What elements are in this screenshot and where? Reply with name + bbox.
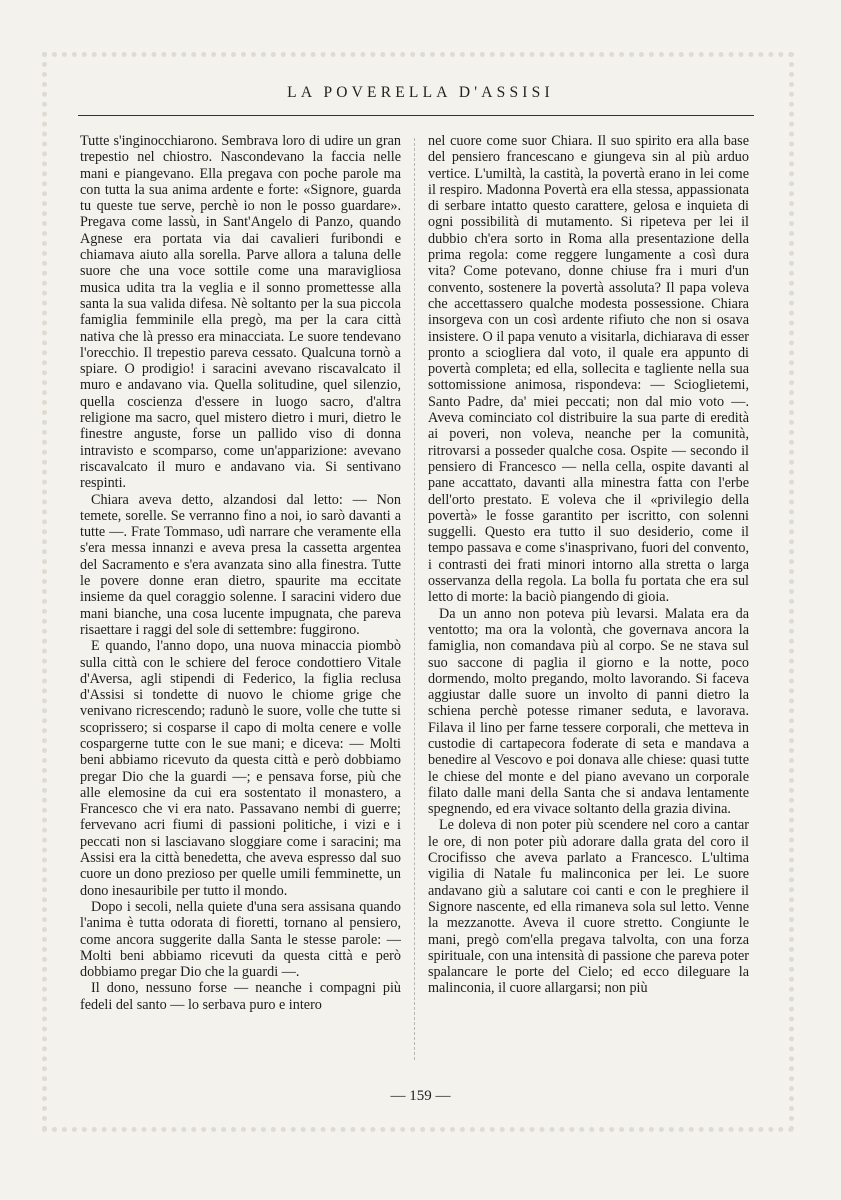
left-column bbox=[80, 133, 401, 1013]
paragraph: nel cuore come suor Chiara. Il suo spirito era alla base del pensiero francescano e giungeva sin al più arduo vertice. L'umiltà, la castità, la povertà erano in lei come il respiro. Madonna Povertà era ella stessa, appassionata di serbare intatto questo carattere, gelosa e inquieta di ogni possibilità di mutamento. Si ripeteva per lei il dubbio ch'era sorto in Roma alla presentazione della prima regola: come reggere lungamente a così dura vita? Come potevano, donne chiuse fra i muri d'un convento, sostenere la povertà assoluta? Il papa voleva che accettassero qualche modesta possessione. Chiara insorgeva con un così ardente rifiuto che non si osava insistere. O il papa venuto a visitarla, dichiarava di esser pronto a sciogliera dal voto, il quale era appunto di povertà completa; ed ella, sollecita e tagliente nella sua sottomissione animosa, rispondeva: — Scioglietemi, Santo Padre, da' miei peccati; non dal mio voto —. Aveva cominciato col distribuire la sua parte di eredità ai poveri, non voleva, neanche per la comunità, ritrovarsi a posseder qualche cosa. Ospite — secondo il pensiero di Francesco — nella cella, ospite davanti al pane accattato, davanti alla minestra fatta con l'erbe dell'orto prestato. E voleva che il «privilegio della povertà» le fosse garantito per iscritto, con solenni suggelli. Questo era tutto il suo desiderio, come il tempo passava e come s'inasprivano, fuori del convento, i contrasti dei frati minori intorno alla stretta o larga osservanza della regola. La bolla fu portata che era sul letto di morte: la baciò piangendo di gioia. bbox=[428, 133, 749, 606]
page-number: — 159 — bbox=[390, 1088, 451, 1104]
paragraph: Dopo i secoli, nella quiete d'una sera assisana quando l'anima è tutta odorata di fioretti, tornano al pensiero, come ancora suggerite dalla Santa le stesse parole: — Molti beni abbiamo ricevuti da questa città e però dobbiamo pregar Dio che la guardi —. bbox=[80, 898, 401, 981]
paragraph: E quando, l'anno dopo, una nuova minaccia piombò sulla città con le schiere del feroce condottiero Vitale d'Aversa, agli stipendi di Federico, la figlia reclusa d'Assisi si tondette di nuovo le chiome grige che venivano ricrescendo; radunò le suore, volle che tutte si scoprissero; si cosparse il capo di molta cenere e volle cospargerne tutte con le sue mani; e diceva: — Molti beni abbiamo ricevuto da questa città e però dobbiamo pregar Dio che la guardi —; e pensava forse, più che alle elemosine da cui era sostentato il monastero, a Francesco che vi era nato. Passavano nembi di guerre; fervevano acri fiumi di passioni politiche, i vizi e i peccati non si lasciavano sloggiare come i saracini; ma Assisi era la città benedetta, che aveva espresso dal suo cuore un dono prezioso per quelle umili femminette, un dono inesauribile per tutto il mondo. bbox=[80, 638, 401, 899]
paragraph: Le doleva di non poter più scendere nel coro a cantar le ore, di non poter più adorare dalla grata del coro il Crocifisso che aveva parlato a Francesco. L'ultima vigilia di Natale fu malinconica per lei. Le suore andavano giù a salutare coi canti e con le preghiere il Signore nascente, ed ella rimaneva sola sul letto. Venne la mezzanotte. Aveva il cuore stretto. Congiunte le mani, pregò com'ella pregava talvolta, con una forza spirituale, con una intensità di passione che pareva poter spalancare le porte del Cielo; ed ecco dileguare la malinconia, il cuore allargarsi; non più bbox=[428, 817, 749, 997]
paragraph: Il dono, nessuno forse — neanche i compagni più fedeli del santo — lo serbava puro e intero bbox=[80, 980, 401, 1013]
paragraph: Da un anno non poteva più levarsi. Malata era da ventotto; ma ora la volontà, che governava ancora la famiglia, non comandava più al corpo. Se ne stava sul suo saccone di paglia il giorno e la notte, poco dormendo, molto pregando, molto lavorando. Si faceva aggiustar dalle suore un involto di panni dietro la schiena perchè potesse rimaner seduta, e lavorava. Filava il lino per farne tessere corporali, che metteva in custodie di cartapecora foderate di seta e mandava a benedire al Vescovo e poi donava alle chiese: quasi tutte le chiese del monte e del piano avevano un corporale filato dalle mani della Santa che si andava lentamente spegnendo, ed era vivace soltanto della grazia divina. bbox=[428, 605, 749, 818]
paragraph: Chiara aveva detto, alzandosi dal letto: — Non temete, sorelle. Se verranno fino a noi, io sarò davanti a tutte —. Frate Tommaso, udì narrare che veramente ella s'era messa innanzi e aveva presa la cassetta argentea del Sacramento e s'era avanzata sino alla finestra. Tutte le povere donne eran dietro, spaurite ma eccitate insieme da quel coraggio solenne. I saracini videro due mani bianche, una cosa lucente impugnata, che pareva risaettare i raggi del sole di settembre: fuggirono. bbox=[80, 491, 401, 638]
header-rule bbox=[78, 115, 754, 116]
right-column bbox=[428, 133, 749, 997]
paragraph: Tutte s'inginocchiarono. Sembrava loro di udire un gran trepestio nel chiostro. Nascondevano la faccia nelle mani e piangevano. Ella pregava con poche parole ma con tutta la sua anima ardente e forte: «Signore, guarda tu queste tue serve, perchè io non le posso guardare». Pregava come lassù, in Sant'Angelo di Panzo, quando Agnese era portata via dai cavalieri furibondi e chiamava aiuto alla sorella. Parve allora a taluna delle suore che una voce sottile come una maravigliosa musica udita tra la veglia e il sonno promettesse alla santa la sua valida difesa. Nè soltanto per la sua piccola famiglia femminile ella pregò, ma per la cara città nativa che là presso era minacciata. Le suore tendevano l'orecchio. Il trepestio pareva cessato. Qualcuna tornò a spiare. O prodigio! i saracini avevano riscavalcato il muro e andavano via. Quella solitudine, quel silenzio, quella coscienza d'essere in luogo sacro, d'altra religione ma sacro, quel mistero dietro i muri, dietro le finestre anguste, forse un pallido viso di donna intravisto e scomparso, come un'apparizione: avevano riscavalcato il muro e andavano via. Si sentivano respinti. bbox=[80, 133, 401, 492]
running-head: LA POVERELLA D'ASSISI bbox=[287, 84, 554, 101]
column-divider bbox=[414, 138, 415, 1060]
